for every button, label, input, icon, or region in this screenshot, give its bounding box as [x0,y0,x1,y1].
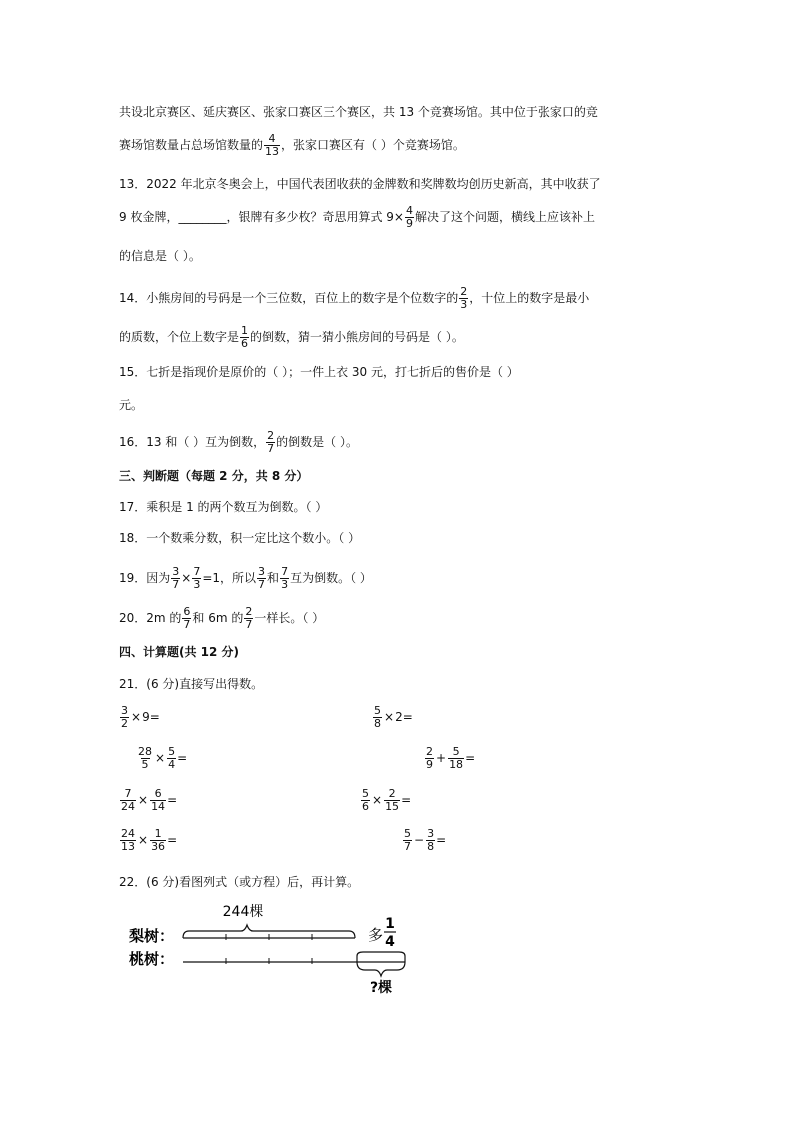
q16-text-b: 的倒数是（ ）。 [276,435,358,450]
q19-times: × [181,571,192,586]
q12-line2-text-a: 赛场馆数量占总场馆数量的 [119,138,264,153]
q20-fraction-1: $\frac{6}{7}$ [183,605,191,631]
calc-6-eq: = [401,793,412,808]
q15-line2: 元。 [119,398,144,412]
calc-3-eq: = [177,751,188,766]
calc-item-5 [119,788,177,812]
calc-5-op: × [138,793,149,808]
q12-fraction: $\frac{4}{13}$ [265,132,280,158]
calc-8-eq: = [436,833,447,848]
q21-title: 21．(6 分)直接写出得数。 [119,677,264,691]
q19-fraction-4: $\frac{7}{3}$ [281,565,289,591]
q20-text-a: 20．2m 的 [119,611,182,626]
calc-1-b: 9 [142,710,150,725]
q19-fraction-3: $\frac{3}{7}$ [258,565,266,591]
calc-item-1 [119,705,160,729]
calc-item-3 [136,746,187,770]
q19-and: 和 [267,571,280,586]
section3-title: 三、判断题（每题 2 分，共 8 分） [119,469,309,483]
q14-line1 [119,286,589,310]
q19-text-b: 互为倒数。（ ） [290,571,372,586]
q14-line2-text-b: 的倒数，猜一猜小熊房间的号码是（ ）。 [250,330,464,345]
calc-2-b: 2 [395,710,403,725]
calc-item-8 [402,828,446,852]
calc-7-eq: = [167,833,178,848]
top-value-label: 244棵 [222,904,264,920]
extra-top-brace [357,952,405,962]
calc-8-frac-b: $\frac{3}{8}$ [427,827,435,853]
q19-text-a: 19．因为 [119,571,171,586]
more-fraction-numerator: 1 [385,916,395,932]
calc-3-op: × [155,751,166,766]
q13-line2 [119,205,595,229]
calc-4-op: + [436,751,447,766]
calc-6-frac-b: $\frac{2}{15}$ [385,787,400,813]
pear-label: 梨树： [129,927,175,945]
q12-line1: 共设北京赛区、延庆赛区、张家口赛区三个赛区，共 13 个竞赛场馆。其中位于张家口的竞 [119,105,598,119]
q14-line1-text-b: ，十位上的数字是最小 [469,291,590,306]
more-label: 多 [368,926,384,944]
calc-7-frac-b: $\frac{1}{36}$ [151,827,166,853]
q12-line2 [119,133,465,157]
question-label: ?棵 [369,980,393,996]
q15-line1: 15．七折是指现价是原价的（ ）；一件上衣 30 元，打七折后的售价是（ ） [119,365,519,379]
calc-7-op: × [138,833,149,848]
calc-8-op: − [414,833,425,848]
calc-6-frac-a: $\frac{5}{6}$ [362,787,369,813]
q14-line2 [119,325,464,349]
calc-item-6 [360,788,411,812]
calc-8-frac-a: $\frac{5}{7}$ [404,827,411,853]
line-segment-diagram [125,900,425,1000]
q14-fraction-1: $\frac{2}{3}$ [460,285,468,311]
calc-5-frac-b: $\frac{6}{14}$ [151,787,166,813]
q13-line2-text-b: 解决了这个问题，横线上应该补上 [414,210,595,225]
peach-label: 桃树： [129,950,175,968]
q16-line [119,430,358,454]
calc-2-frac-a: $\frac{5}{8}$ [374,704,381,730]
q13-line2-text-a: 9 枚金牌，________，银牌有多少枚？奇思用算式 9× [119,210,404,225]
q19-fraction-2: $\frac{7}{3}$ [193,565,201,591]
calc-3-frac-b: $\frac{5}{4}$ [168,745,176,771]
more-fraction-denominator: 4 [385,934,395,950]
q13-line3: 的信息是（ ）。 [119,249,201,263]
calc-5-eq: = [167,793,178,808]
extra-bottom-brace [357,962,405,976]
q18-line: 18．一个数乘分数，积一定比这个数小。（ ） [119,531,361,545]
q20-text-b: 一样长。（ ） [254,611,325,626]
q13-line1: 13．2022 年北京冬奥会上，中国代表团收获的金牌数和奖牌数均创历史新高，其中收获了 [119,177,601,191]
q20-line [119,606,324,630]
calc-2-eq: = [402,710,413,725]
q13-fraction: $\frac{4}{9}$ [405,204,413,230]
calc-5-frac-a: $\frac{7}{24}$ [121,787,135,813]
calc-4-frac-a: $\frac{2}{9}$ [426,745,433,771]
calc-1-op: × [131,710,142,725]
q14-line1-text-a: 14．小熊房间的号码是一个三位数，百位上的数字是个位数字的 [119,291,459,306]
calc-1-eq: = [149,710,160,725]
calc-item-2 [372,705,413,729]
calc-3-frac-a: $\frac{28}{5}$ [138,745,152,771]
q14-fraction-2: $\frac{1}{6}$ [241,324,249,350]
q19-fraction-1: $\frac{3}{7}$ [172,565,180,591]
q19-equals-text: =1，所以 [202,571,257,586]
q20-text-mid: 和 6m 的 [192,611,244,626]
calc-6-op: × [372,793,383,808]
calc-item-4 [424,746,475,770]
q16-text-a: 16．13 和（ ）互为倒数， [119,435,266,450]
q16-fraction: $\frac{2}{7}$ [267,429,275,455]
q17-line: 17．乘积是 1 的两个数互为倒数。（ ） [119,500,328,514]
q20-fraction-2: $\frac{2}{7}$ [245,605,253,631]
calc-item-7 [119,828,177,852]
calc-7-frac-a: $\frac{24}{13}$ [121,827,135,853]
q22-title: 22．(6 分)看图列式（或方程）后，再计算。 [119,875,360,889]
q14-line2-text-a: 的质数，个位上数字是 [119,330,240,345]
calc-4-eq: = [465,751,476,766]
q19-line [119,566,372,590]
section4-title: 四、计算题(共 12 分) [119,645,240,659]
calc-2-op: × [384,710,395,725]
calc-4-frac-b: $\frac{5}{18}$ [449,745,464,771]
q12-line2-text-b: ，张家口赛区有（ ）个竞赛场馆。 [281,138,465,153]
calc-1-frac-a: $\frac{3}{2}$ [121,704,128,730]
